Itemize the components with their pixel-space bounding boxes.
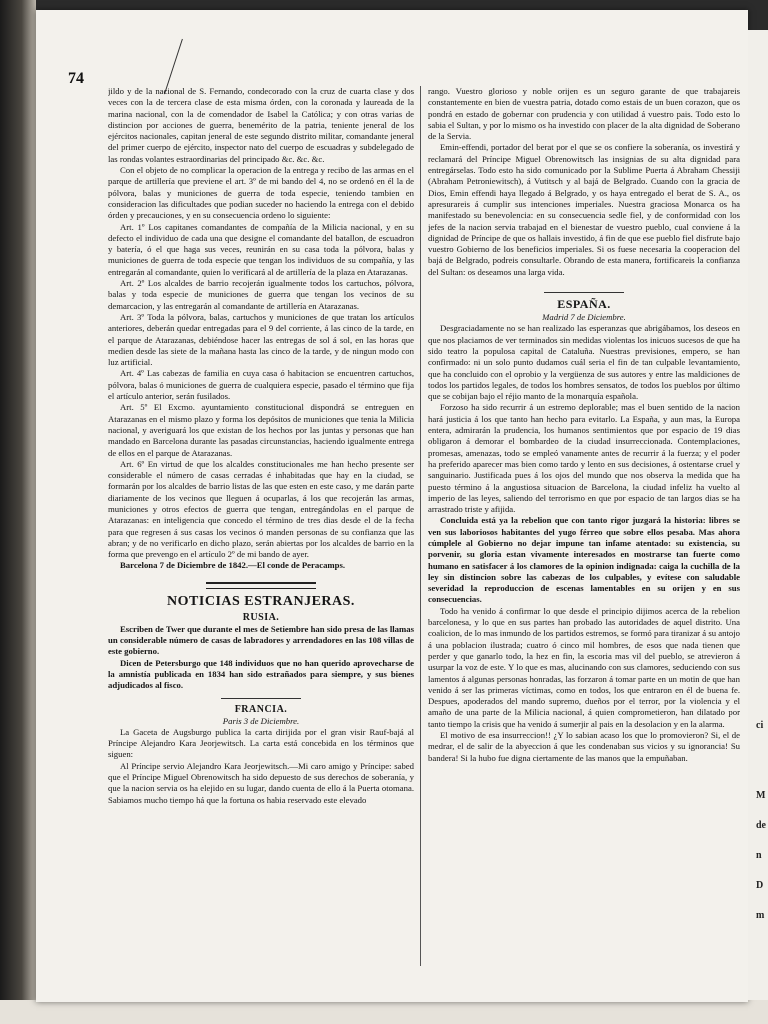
spain-paragraph-2: Concluida está ya la rebelion que con tanto rigor juzgará la historia: libres se ven sus laboriosos habitantes del yugo férreo que sobre ellos pesaba. Mas ahora cúmplele al Gobierno no dejar impune tan infame atentado: su existencia, su porvenir, su gloria estan vivamente interesados en mostrarse tan fuerte como humano en satisfacer á los clamores de la opinion indignada: caiga la cuchilla de la ley sin distincion sobre las cabezas de los culpables, y evítese con saludable severidad la reproduccion de escenas lamentables en su orijen y en sus consecuencias. [428,515,740,605]
section-rule [221,698,301,699]
scan-binding-edge [0,0,36,1024]
spain-paragraph-3: Todo ha venido á confirmar lo que desde el principio dijimos acerca de la rebelion barcelonesa, y lo que en sus partes han probado las autoridades de aquel distrito. Una coalicion, de lo mas inmundo de los partidos estremos, se formó para tiranizar á su antojo á una poblacion ilustrada; cuatro ó cinco mil hombres, de esos que nada tienen que perder y que ganarlo todo, la hez en fin, la escoria mas vil del pueblo, se atrevieron á usurpar la voz de este. Y lo que es mas, alucinando con sus clamores, seduciendo con sus lamentos á algunas personas honradas, las forzaron á tomar parte en un motin de que han venido á ser las primeras víctimas, como en todos, los que entraron en él de buena fe. Despues, apoderados del mando supremo, dueños por el terror, por la violencia y el amaño de una parte de la Milicia nacional, á quien comprometieron, han dilatado por tanto tiempo la crisis que ha venido á sumerjir al pais en la desolacion y en la alarma. [428,605,740,729]
russia-title: RUSIA. [242,611,280,623]
spain-dateline: Madrid 7 de Diciembre. [542,312,626,323]
left-column [108,86,414,986]
left-article-4: Art. 4º Las cabezas de familia en cuya casa ó habitacion se encuentren cartuchos, pólvora, balas ó municiones de guerra de cualquiera especie, pasado el término que fija el artículo anterior, serán fusilados. [108,368,414,402]
left-article-2: Art. 2º Los alcaldes de barrio recojerán igualmente todos los cartuchos, pólvora, balas y toda especie de municiones de guerra que tengan los vecinos de su demarcacion, y las entregarán al comandante de artillería en Atarazanas. [108,278,414,311]
left-paragraph-0: jildo y de la nacional de S. Fernando, condecorado con la cruz de cuarta clase y dos veces con la de tercera clase de esta misma órden, con la coronada y laureada de la marina nacional, con la de comendador de Isabel la Católica; y con otras varias de distincion por acciones de guerra, benemérito de la patria, teniente jeneral de los ejércitos nacionales, capitan jeneral de este segundo distrito militar, comandante jeneral del primer cuerpo de ejército, inspector nato del cuerpo de escuadras y subdelegado de las rondas volantes estraordinarias del principado &c. &c. &c. [108,86,414,164]
france-paragraph-1: Al Príncipe servio Alejandro Kara Jeorjewitsch.—Mi caro amigo y Príncipe: sabed que el Príncipe Miguel Obrenowitsch ha sido depuesto de sus derechos de soberanía, y que la nacion servia os ha elejido en su lugar, dando cuenta de ello á la Puerta otomana. Sabiamos mucho tiempo há que la fortuna os habia reservado este elevado [108,760,414,805]
right-paragraph-1: Emin-effendi, portador del berat por el que se os confiere la soberanía, os investirá y reclamará del Príncipe Miguel Obrenowitsch las insignias de su alta dignidad para entregárselas. Todo esto ha sido comunicado por la Sublime Puerta á Abraham Chessiji (Abraham Petroniewitsch), á Vutitsch y al bajá de Belgrado. Cuando con la gracia de Dios, Emin effendi haya llegado á Belgrado, y os haya entregado el berat de S. A., os apresurareis á cumplir sus intenciones imperiales. Nuestra graciosa Monarca os ha manifestado su benevolencia: en su consecuencia sedle fiel, y de conformidad con los jefes de la nacion servia trabajad en el bienestar de vuestro pueblo, cual conviene á la dignidad de Príncipe de que os hallais investido, á fin de que ese pueblo fiel disfrute bajo vuestro Gobierno de los beneficios imperiales. Si os fuese necesaria la cooperacion del bajá de Belgrado, podreis consultarle. Obrando de esta manera, fortificareis la confianza del Sultan: os deseamos una larga vida. [428,142,740,277]
facing-page-fragment: n [756,850,762,861]
spain-title: ESPAÑA. [557,297,611,312]
spain-paragraph-1: Forzoso ha sido recurrir á un estremo deplorable; mas el buen sentido de la nacion hará justicia á los que tanto han hecho para evitarlo. La España, y aun mas, la Europa entera, admirarán la prudencia, los humanos sentimientos que por espacio de 19 dias obligaron á demorar el bombardeo de la ciudad insurreccionada. Contemplaciones, promesas, amenazas, todo se empleó vanamente antes de recurrir á la fuerza; y el poder ha preferido aparecer mas bien como tardo y lento en sus decisiones, á ostentarse cruel y sanguinario. Justificada pues á los ojos del mundo que nos observa la medida que ha puesto término á la angustiosa situacion de Barcelona, la ciudad infeliz ha vuelto al imperio de las leyes, saliendo del terrorismo en que por espacio de tan largos dias se ha arrastrado triste y afijida. [428,402,740,515]
france-paragraph-0: La Gaceta de Augsburgo publica la carta dirijida por el gran visir Rauf-bajá al Príncipe Alejandro Kara Jeorjewitsch. La carta está concebida en los términos que siguen: [108,726,414,760]
left-article-1: Art. 1º Los capitanes comandantes de compañía de la Milicia nacional, y en su defecto el individuo de cada una que designe el comandante del batallon, de escuadron y batería, ó el que haga sus veces, reunirán en su casa toda la pólvora, balas y municiones de guerra de toda especie que tengan los individuos de su compañía, y las entregarán al comandante, quien lo verificará al de artillería de la plaza en Atarazanas. [108,221,414,277]
facing-page-fragment: m [756,910,765,921]
left-article-6: Art. 6º En virtud de que los alcaldes constitucionales me han hecho presente ser considerable el número de casas cerradas é inhabitadas que hay en la ciudad, se formarán por los alcaldes de barrio listas de las que esten en este caso, y me darán parte diariamente de los vecinos que lleguen á ocuparlas, á los que recojerán las armas, municiones y otros efectos de guerra que tengan, entregándolas en el parque de Atarazanas: en inteligencia que concedo el término de tres dias desde el de la fecha para que regresen á sus casas los vecinos ó manden personas de su confianza que las abran; y de no verificarlo en dicho plazo, serán abiertas por los alcaldes de barrio en la forma que prevengo en el artículo 2º de mi bando de ayer. [108,458,414,560]
right-column [428,86,740,986]
left-article-5: Art. 5º El Excmo. ayuntamiento constitucional dispondrá se entreguen en Atarazanas en el mismo plazo y forma los depósitos de municiones que tenia la Milicia nacional, y averiguará los que existan de los hechos por las juntas y personas que han mandado en Barcelona durante las pasadas circunstancias, haciendo igualmente entrega de ellos en el parque de Atarazanas. [108,402,414,458]
facing-page-edge [748,30,768,1000]
russia-paragraph-0: Escriben de Twer que durante el mes de Setiembre han sido presa de las llamas un considerable número de casas de labradores y arrendadores en las 108 villas de este gobierno. [108,623,414,657]
spain-paragraph-4: El motivo de esa insurreccion!! ¿Y lo sabian acaso los que lo promovieron? Si, el de medrar, el de salir de la abyeccion á que les condenaban sus vicios y su ignorancia! Su bandera! Si la hubo fue digna ciertamente de las manos que la empuñaban. [428,730,740,763]
spain-paragraph-0: Desgraciadamente no se han realizado las esperanzas que abrigábamos, los deseos en que nos placiamos de ver terminados sin medidas violentas los inicuos sucesos de que ha sido teatro la populosa capital de Cataluña. Nuestras previsiones, empero, se han confirmado: ni un solo punto dudamos cuál seria el fin de tan culpable levantamiento, que ha concluido con el oprobio y la vergüenza de sus autores y entre las maldiciones de todos los partidos legales, de todos los hombres sensatos, de todos los pueblos por último que se cobijan bajo el réjio manto de la monarquía española. [428,323,740,402]
foreign-news-title: NOTICIAS ESTRANJERAS. [167,593,355,609]
page-number: 74 [68,70,84,87]
column-divider [420,86,421,966]
section-rule [206,582,316,589]
france-title: FRANCIA. [234,703,288,715]
facing-page-fragment: M [756,790,766,801]
facing-page-fragment: D [756,880,764,891]
decree-signature: Barcelona 7 de Diciembre de 1842.—El conde de Peracamps. [120,560,346,571]
facing-page-fragment: de [756,820,766,831]
facing-page-fragment: ci [756,720,764,731]
france-dateline: Paris 3 de Diciembre. [222,715,300,726]
left-article-3: Art. 3º Toda la pólvora, balas, cartuchos y municiones de que tratan los artículos anteriores, deberán quedar entregadas para el 9 del corriente, á las cinco de la tarde, en el parque de Atarazanas, debiéndose hacer las entregas de sol á sol, en las horas que medien desde las siete de la mañana hasta las cinco de la tarde, y de ningun modo con luz artificial. [108,311,414,368]
russia-paragraph-1: Dicen de Petersburgo que 148 individuos que no han querido aprovecharse de la amnistía publicada en 1834 han sido estrañados para siempre, y sus bienes adjudicados al fisco. [108,657,414,691]
right-paragraph-0: rango. Vuestro glorioso y noble orijen es un seguro garante de que trabajareis constantemente en bien de vuestra patria, dotado como estais de un buen corazon, que os pondrá en estado de gobernar con prudencia y con utilidad á vuestro pais. Todo esto lo sabia el Sultan, y por lo mismo os ha investido con placer de la alta dignidad de Soberano de la Servia. [428,86,740,142]
left-paragraph-1: Con el objeto de no complicar la operacion de la entrega y recibo de las armas en el parque de artillería que previene el art. 3º de mi bando del 4, no se ordenó en él la de pólvora, balas y municiones de guerra de toda especie, teniendo tambien en consideracion las dificultades que podian suceder no haciendo la entrega con el debido órden y precauciones, y en su consecuencia ordeno lo siguiente: [108,165,414,221]
section-rule [544,292,624,293]
scan-bottom-margin [0,1000,768,1024]
